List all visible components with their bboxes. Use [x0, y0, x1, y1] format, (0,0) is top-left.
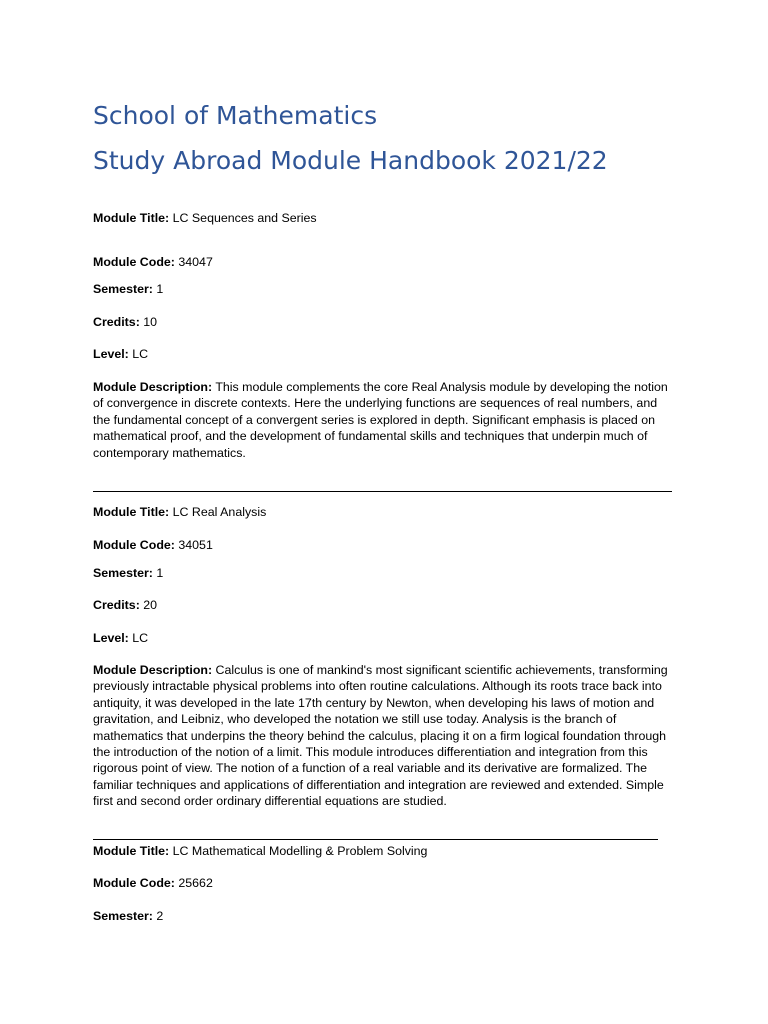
handbook-heading: Study Abroad Module Handbook 2021/22 [93, 146, 608, 175]
module-2-code: 34051 [178, 538, 213, 552]
module-1-description-field [93, 379, 671, 461]
semester-label: Semester: [93, 566, 153, 580]
module-1-level-field [93, 346, 148, 363]
module-title-label: Module Title: [93, 844, 170, 858]
module-3-title-field [93, 843, 427, 860]
module-2-level-field [93, 630, 148, 647]
module-2-title-field [93, 504, 266, 521]
level-label: Level: [93, 631, 129, 645]
semester-label: Semester: [93, 282, 153, 296]
module-title-label: Module Title: [93, 505, 170, 519]
credits-label: Credits: [93, 315, 140, 329]
module-3-semester: 2 [156, 909, 164, 923]
module-2-description: Calculus is one of mankind's most significant scientific achievements, transforming previously intractable physical problems into often routine calculations. Although its roots trace back into antiquity, it was developed in the late 17th century by Newton, when developing his laws of motion and gravitation, and Leibniz, who developed the notation we still use today. Analysis is the branch of mathematics that underpins the theory behind the calculus, placing it on a firm logical foundation through the introduction of the notion of a limit. This module introduces differentiation and integration from this rigorous point of view. The notion of a function of a real variable and its derivative are formalized. The familiar techniques and applications of differentiation and integration are reviewed and extended. Simple first and second order ordinary differential equations are studied. [93, 663, 668, 809]
semester-label: Semester: [93, 909, 153, 923]
module-2-credits: 20 [143, 598, 158, 612]
module-2-description-field [93, 662, 671, 810]
level-label: Level: [93, 347, 129, 361]
school-heading: School of Mathematics [93, 101, 378, 130]
module-2-code-field [93, 537, 213, 554]
module-divider [93, 491, 672, 492]
module-1-title-field [93, 210, 317, 227]
module-code-label: Module Code: [93, 255, 175, 269]
description-label: Module Description: [93, 663, 213, 677]
module-1-semester-field [93, 281, 163, 298]
module-code-label: Module Code: [93, 876, 175, 890]
module-1-semester: 1 [156, 282, 164, 296]
module-2-title: LC Real Analysis [172, 505, 267, 519]
module-2-level: LC [132, 631, 149, 645]
module-1-level: LC [132, 347, 149, 361]
description-label: Module Description: [93, 380, 213, 394]
module-1-title: LC Sequences and Series [172, 211, 317, 225]
module-code-label: Module Code: [93, 538, 175, 552]
module-1-code-field [93, 254, 213, 271]
module-1-credits-field [93, 314, 157, 331]
module-1-code: 34047 [178, 255, 213, 269]
credits-label: Credits: [93, 598, 140, 612]
module-2-semester-field [93, 565, 163, 582]
module-1-description: This module complements the core Real Analysis module by developing the notion of convergence in discrete contexts. Here the underlying functions are sequences of real numbers, and the fundamental concept of a convergent series is explored in depth. Significant emphasis is placed on mathematical proof, and the development of fundamental skills and techniques that underpin much of contemporary mathematics. [93, 380, 668, 460]
module-3-title: LC Mathematical Modelling & Problem Solving [172, 844, 428, 858]
module-2-semester: 1 [156, 566, 164, 580]
module-divider [93, 839, 658, 840]
module-2-credits-field [93, 597, 157, 614]
module-3-code-field [93, 875, 213, 892]
module-title-label: Module Title: [93, 211, 170, 225]
module-3-semester-field [93, 908, 163, 925]
module-1-credits: 10 [143, 315, 158, 329]
module-3-code: 25662 [178, 876, 213, 890]
